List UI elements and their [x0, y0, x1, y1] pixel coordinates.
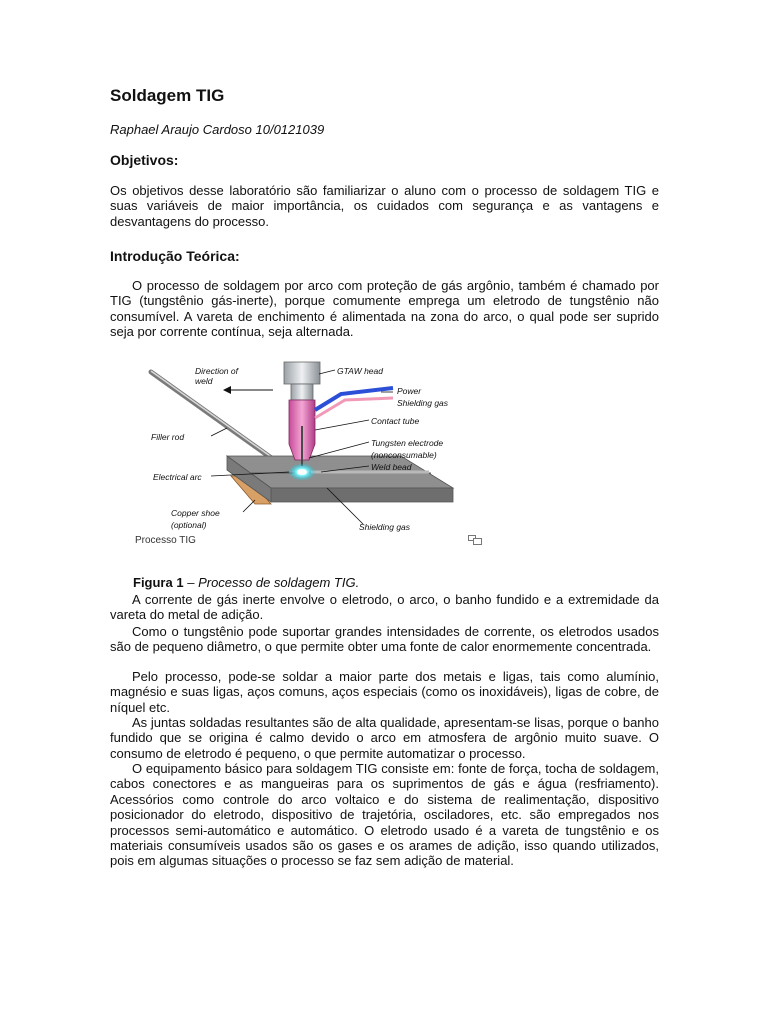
page-title: Soldagem TIG	[110, 86, 225, 105]
label-optional: (optional)	[171, 520, 207, 530]
label-filler-rod: Filler rod	[151, 432, 185, 442]
hoses-shape	[315, 388, 393, 418]
label-shielding-gas-bottom: Shielding gas	[359, 522, 411, 532]
paragraph-objetivos: Os objetivos desse laboratório são familiarizar o aluno com o processo de soldagem TIG e suas variáveis de maior importância, os cuidados com segurança e as vantagens e desvantagens do processo.	[110, 183, 659, 229]
figure-caption-label: Figura 1	[133, 575, 184, 590]
author-line: Raphael Araujo Cardoso 10/0121039	[110, 122, 325, 137]
label-copper-shoe: Copper shoe	[171, 508, 220, 518]
paragraph-body-2: Como o tungstênio pode suportar grandes intensidades de corrente, os eletrodos usados são de pequeno diâmetro, o que permite obter uma fonte de calor enormemente concentrada.	[110, 624, 659, 655]
paragraph-body-1: A corrente de gás inerte envolve o eletrodo, o arco, o banho fundido e a extremidade da vareta do metal de adição.	[110, 592, 659, 623]
label-electrical-arc: Electrical arc	[153, 472, 202, 482]
document-page	[110, 84, 659, 869]
base-plate-shape	[227, 456, 453, 502]
figure-caption	[133, 575, 359, 590]
label-weld: weld	[195, 376, 213, 386]
gtaw-head-shape	[284, 362, 320, 400]
label-tungsten-electrode: Tungsten electrode	[371, 438, 444, 448]
label-nonconsumable: (nonconsumable)	[371, 450, 437, 460]
heading-objetivos: Objetivos:	[110, 152, 179, 168]
figure-caption-bar	[131, 534, 486, 548]
paragraph-body-4: As juntas soldadas resultantes são de alta qualidade, apresentam-se lisas, porque o banho fundido que se origina é calmo devido o arco em atmosfera de argônio muito suave. O consumo de eletrodo é pequeno, o que permite automatizar o processo.	[110, 715, 659, 761]
arc-core	[297, 469, 307, 475]
label-weld-bead: Weld bead	[371, 462, 412, 472]
label-power: Power	[397, 386, 422, 396]
label-direction: Direction of	[195, 366, 238, 376]
figure-caption-text: Processo de soldagem TIG.	[198, 575, 360, 590]
label-gtaw-head: GTAW head	[337, 366, 383, 376]
paragraph-introducao: O processo de soldagem por arco com proteção de gás argônio, também é chamado por TIG (tungstênio gás-inerte), porque comumente emprega um eletrodo de tungstênio não consumível. A vareta de enchimento é alimentada na zona do arco, o qual pode ser suprido seja por corrente contínua, seja alternada.	[110, 278, 659, 340]
direction-arrow	[223, 386, 273, 394]
label-contact-tube: Contact tube	[371, 416, 420, 426]
figure-caption-dash: –	[187, 575, 195, 590]
figure-caption-bar-text: Processo TIG	[135, 535, 196, 546]
figure-tig-diagram	[131, 356, 486, 544]
expand-icon[interactable]	[468, 535, 482, 548]
tig-diagram-illustration	[131, 356, 486, 534]
heading-introducao: Introdução Teórica:	[110, 248, 240, 264]
paragraph-body-5: O equipamento básico para soldagem TIG consiste em: fonte de força, tocha de soldagem, cabos conectores e as mangueiras para os suprimentos de gás e água (resfriamento). Acessórios como controle do arco voltaico e do sistema de realimentação, dispositivo posicionador do eletrodo, dispositivo de trajetória, osciladores, etc. são empregados nos processos semi-automático e automático. O eletrodo usado é a vareta de tungstênio e os materiais consumíveis usados são os gases e os arames de adição, isso quando utilizados, pois em algumas situações o processo se faz sem adição de material.	[110, 761, 659, 869]
paragraph-body-3: Pelo processo, pode-se soldar a maior parte dos metais e ligas, tais como alumínio, magnésio e suas ligas, aços comuns, aços especiais (como os inoxidáveis), ligas de cobre, de níquel etc.	[110, 669, 659, 715]
label-shielding-gas-top: Shielding gas	[397, 398, 449, 408]
